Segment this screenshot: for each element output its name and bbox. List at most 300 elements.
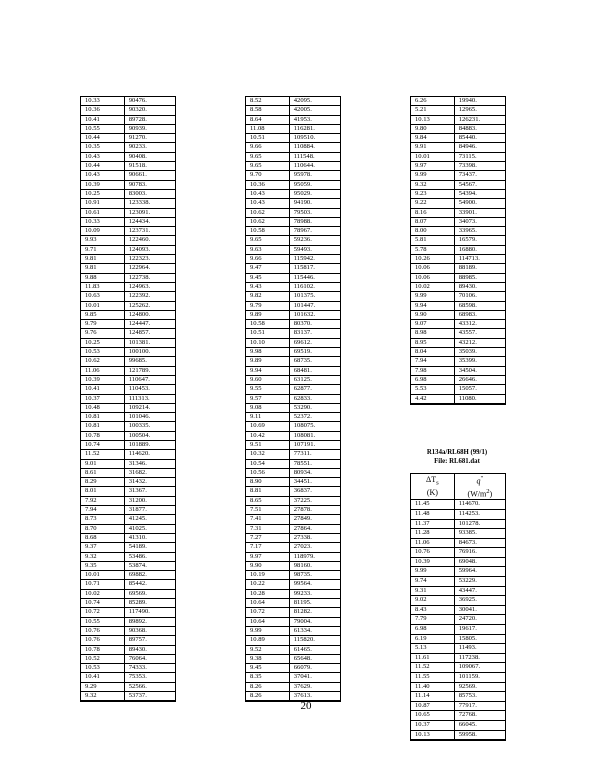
delta-t-cell: 4.42 (411, 394, 454, 403)
heat-flux-cell: 27849. (289, 515, 340, 524)
delta-t-cell: 10.43 (81, 152, 124, 161)
table-row (246, 487, 340, 496)
heat-flux-cell: 123731. (124, 227, 175, 236)
table-row (411, 538, 505, 548)
heat-flux-cell: 84946. (454, 143, 505, 152)
header-dt-symbol: ΔT (426, 474, 437, 484)
table-row (246, 301, 340, 310)
delta-t-cell: 10.64 (246, 599, 289, 608)
heat-flux-cell: 84673. (454, 538, 505, 548)
table-row (411, 586, 505, 596)
table-row (81, 236, 175, 245)
heat-flux-cell: 124447. (124, 320, 175, 329)
heat-flux-cell: 65648. (289, 654, 340, 663)
delta-t-cell: 8.07 (411, 217, 454, 226)
delta-t-cell: 9.99 (411, 567, 454, 577)
table-row (81, 124, 175, 133)
table-row (411, 730, 505, 740)
heat-flux-cell: 89757. (124, 636, 175, 645)
heat-flux-cell: 68598. (454, 301, 505, 310)
heat-flux-cell: 69519. (289, 348, 340, 357)
heat-flux-cell: 115817. (289, 264, 340, 273)
delta-t-cell: 9.22 (411, 199, 454, 208)
delta-t-cell: 10.37 (411, 720, 454, 730)
table-row (411, 375, 505, 384)
header-dt-subscript: s (436, 479, 439, 487)
table-row (246, 227, 340, 236)
delta-t-cell: 10.52 (81, 654, 124, 663)
table-row (246, 459, 340, 468)
heat-flux-cell: 72768. (454, 711, 505, 721)
delta-t-cell: 10.81 (81, 413, 124, 422)
heat-flux-cell: 124857. (124, 329, 175, 338)
delta-t-cell: 9.79 (81, 320, 124, 329)
delta-t-cell: 6.98 (411, 375, 454, 384)
heat-flux-cell: 73115. (454, 152, 505, 161)
table-row (246, 645, 340, 654)
delta-t-cell: 10.76 (81, 636, 124, 645)
table-row (411, 385, 505, 394)
table-row (246, 413, 340, 422)
header-q-unit-close: ) (489, 489, 493, 499)
heat-flux-cell: 26646. (454, 375, 505, 384)
delta-t-cell: 10.78 (81, 645, 124, 654)
table-row (246, 394, 340, 403)
heat-flux-cell: 85289. (124, 599, 175, 608)
delta-t-cell: 5.21 (411, 106, 454, 115)
table-body (81, 97, 175, 701)
table-row (411, 366, 505, 375)
table-row (411, 310, 505, 319)
table-row (246, 143, 340, 152)
table-row (411, 605, 505, 615)
heat-flux-cell: 30041. (454, 605, 505, 615)
delta-t-cell: 10.74 (81, 599, 124, 608)
delta-t-cell: 10.76 (411, 548, 454, 558)
delta-t-cell: 9.32 (411, 180, 454, 189)
heat-flux-cell: 53486. (124, 552, 175, 561)
delta-t-cell: 7.94 (411, 357, 454, 366)
table-row (246, 180, 340, 189)
delta-t-cell: 10.63 (81, 292, 124, 301)
table-row (81, 571, 175, 580)
heat-flux-cell: 101375. (289, 292, 340, 301)
heat-flux-cell: 88985. (454, 273, 505, 282)
delta-t-cell: 10.32 (246, 450, 289, 459)
delta-t-cell: 10.51 (246, 134, 289, 143)
table-row (411, 529, 505, 539)
heat-flux-cell: 54394. (454, 189, 505, 198)
heat-flux-cell: 68983. (454, 310, 505, 319)
heat-flux-cell: 93385. (454, 529, 505, 539)
delta-t-cell: 5.78 (411, 245, 454, 254)
heat-flux-cell: 41310. (124, 533, 175, 542)
heat-flux-cell: 85442. (124, 580, 175, 589)
heat-flux-cell: 84883. (454, 124, 505, 133)
table-row (411, 264, 505, 273)
heat-flux-cell: 31877. (124, 506, 175, 515)
heat-flux-cell: 81195. (289, 599, 340, 608)
heat-flux-cell: 107191. (289, 440, 340, 449)
table-row (246, 189, 340, 198)
table-row (81, 673, 175, 682)
delta-t-cell: 9.91 (411, 143, 454, 152)
heat-flux-cell: 108075. (289, 422, 340, 431)
delta-t-cell: 9.99 (411, 171, 454, 180)
table-row (81, 682, 175, 691)
delta-t-cell: 10.01 (81, 571, 124, 580)
table-row (411, 548, 505, 558)
delta-t-cell: 10.33 (81, 97, 124, 106)
heat-flux-cell: 59958. (454, 730, 505, 740)
heat-flux-cell: 101889. (124, 440, 175, 449)
delta-t-cell: 7.92 (81, 496, 124, 505)
table-row (411, 208, 505, 217)
heat-flux-cell: 27023. (289, 543, 340, 552)
heat-flux-cell: 109067. (454, 663, 505, 673)
delta-t-cell: 8.68 (81, 533, 124, 542)
delta-t-cell: 10.62 (246, 217, 289, 226)
heat-flux-cell: 31432. (124, 478, 175, 487)
heat-flux-cell: 62833. (289, 394, 340, 403)
table-row (81, 487, 175, 496)
table-row (411, 236, 505, 245)
table-row (81, 273, 175, 282)
heat-flux-cell: 99233. (289, 589, 340, 598)
heat-flux-cell: 75353. (124, 673, 175, 682)
delta-t-cell: 11.48 (411, 509, 454, 519)
delta-t-cell: 10.37 (81, 394, 124, 403)
table-row (411, 673, 505, 683)
table-row (411, 682, 505, 692)
delta-t-cell: 10.39 (81, 180, 124, 189)
heat-flux-cell: 80934. (289, 468, 340, 477)
table-row (411, 199, 505, 208)
table-row (81, 171, 175, 180)
table-row (246, 599, 340, 608)
heat-flux-cell: 73398. (454, 162, 505, 171)
heat-flux-cell: 37629. (289, 682, 340, 691)
heat-flux-cell: 31200. (124, 496, 175, 505)
heat-flux-cell: 89430. (124, 645, 175, 654)
delta-t-cell: 10.53 (81, 664, 124, 673)
delta-t-cell: 7.41 (246, 515, 289, 524)
delta-t-cell: 9.31 (411, 586, 454, 596)
delta-t-cell: 8.58 (246, 106, 289, 115)
delta-t-cell: 9.45 (246, 273, 289, 282)
delta-t-cell: 10.33 (81, 217, 124, 226)
table-row (411, 644, 505, 654)
table-row (246, 329, 340, 338)
heat-flux-cell: 116102. (289, 282, 340, 291)
table-row (246, 236, 340, 245)
table-row (81, 134, 175, 143)
delta-t-cell: 10.09 (81, 227, 124, 236)
heat-flux-cell: 43312. (454, 320, 505, 329)
table-row (81, 162, 175, 171)
table-row (81, 580, 175, 589)
table-row (81, 543, 175, 552)
table-row (246, 134, 340, 143)
table-row (411, 329, 505, 338)
delta-t-cell: 9.11 (246, 413, 289, 422)
heat-flux-cell: 33901. (454, 208, 505, 217)
table-row (246, 385, 340, 394)
delta-t-cell: 8.52 (246, 97, 289, 106)
heat-flux-cell: 52566. (124, 682, 175, 691)
table-row (411, 97, 505, 106)
heat-flux-cell: 80370. (289, 320, 340, 329)
table-row (81, 440, 175, 449)
heat-flux-cell: 11080. (454, 394, 505, 403)
table-row (246, 478, 340, 487)
delta-t-cell: 9.32 (81, 692, 124, 701)
heat-flux-cell: 41953. (289, 115, 340, 124)
delta-t-cell: 11.14 (411, 692, 454, 702)
delta-t-cell: 10.81 (81, 422, 124, 431)
table-row (411, 282, 505, 291)
table-row (81, 245, 175, 254)
table-row (411, 134, 505, 143)
delta-t-cell: 9.45 (246, 664, 289, 673)
table-row (246, 636, 340, 645)
heat-flux-cell: 101278. (454, 519, 505, 529)
heat-flux-cell: 114253. (454, 509, 505, 519)
delta-t-cell: 10.72 (81, 608, 124, 617)
heat-flux-cell: 16880. (454, 245, 505, 254)
heat-flux-cell: 124093. (124, 245, 175, 254)
delta-t-cell: 10.56 (246, 468, 289, 477)
heat-flux-cell: 83003. (124, 189, 175, 198)
table-row (81, 208, 175, 217)
heat-flux-cell: 122964. (124, 264, 175, 273)
delta-t-cell: 9.94 (411, 301, 454, 310)
delta-t-cell: 8.98 (411, 329, 454, 338)
heat-flux-cell: 16579. (454, 236, 505, 245)
table-row (246, 608, 340, 617)
table-row (81, 106, 175, 115)
delta-t-cell: 9.99 (411, 292, 454, 301)
delta-t-cell: 8.35 (246, 673, 289, 682)
delta-t-cell: 7.31 (246, 524, 289, 533)
heat-flux-cell: 110644. (289, 162, 340, 171)
delta-t-cell: 11.55 (411, 673, 454, 683)
table-row (246, 357, 340, 366)
delta-t-cell: 10.36 (246, 180, 289, 189)
delta-t-cell: 10.06 (411, 273, 454, 282)
delta-t-cell: 8.29 (81, 478, 124, 487)
heat-flux-cell: 90233. (124, 143, 175, 152)
delta-t-cell: 8.04 (411, 348, 454, 357)
heat-flux-cell: 108081. (289, 431, 340, 440)
delta-t-cell: 10.55 (81, 617, 124, 626)
heat-flux-cell: 90939. (124, 124, 175, 133)
delta-t-cell: 9.38 (246, 654, 289, 663)
data-table-column-2 (245, 96, 341, 702)
table-row (411, 106, 505, 115)
heat-flux-cell: 90661. (124, 171, 175, 180)
heat-flux-cell: 41245. (124, 515, 175, 524)
delta-t-cell: 9.74 (411, 577, 454, 587)
delta-t-cell: 10.76 (81, 626, 124, 635)
delta-t-cell: 10.10 (246, 338, 289, 347)
heat-flux-cell: 54567. (454, 180, 505, 189)
heat-flux-cell: 90320. (124, 106, 175, 115)
delta-t-cell: 9.82 (246, 292, 289, 301)
heat-flux-cell: 89430. (454, 282, 505, 291)
table-row (246, 124, 340, 133)
heat-flux-cell: 114713. (454, 255, 505, 264)
heat-flux-cell: 66079. (289, 664, 340, 673)
heat-flux-cell: 117490. (124, 608, 175, 617)
heat-flux-cell: 90408. (124, 152, 175, 161)
heat-flux-cell: 124800. (124, 310, 175, 319)
table-row (81, 199, 175, 208)
delta-t-cell: 11.28 (411, 529, 454, 539)
table-row (81, 561, 175, 570)
heat-flux-cell: 34451. (289, 478, 340, 487)
delta-t-cell: 10.25 (81, 338, 124, 347)
heat-flux-cell: 85753. (454, 692, 505, 702)
delta-t-cell: 9.94 (246, 366, 289, 375)
delta-t-cell: 9.08 (246, 403, 289, 412)
heat-flux-cell: 31682. (124, 468, 175, 477)
delta-t-cell: 9.65 (246, 236, 289, 245)
heat-flux-cell: 69048. (454, 557, 505, 567)
delta-t-cell: 9.81 (81, 255, 124, 264)
table-row (246, 320, 340, 329)
delta-t-cell: 10.02 (411, 282, 454, 291)
heat-flux-cell: 15805. (454, 634, 505, 644)
delta-t-cell: 10.51 (246, 329, 289, 338)
delta-t-cell: 9.55 (246, 385, 289, 394)
heat-flux-cell: 53874. (124, 561, 175, 570)
delta-t-cell: 5.13 (411, 644, 454, 654)
table-row (246, 431, 340, 440)
heat-flux-cell: 78967. (289, 227, 340, 236)
table-row (81, 292, 175, 301)
delta-t-cell: 11.52 (411, 663, 454, 673)
heat-flux-cell: 34073. (454, 217, 505, 226)
table-row (81, 468, 175, 477)
dataset-title: R134a/RL68H (99/1) (426, 449, 488, 456)
heat-flux-cell: 19617. (454, 625, 505, 635)
delta-t-cell: 11.37 (411, 519, 454, 529)
delta-t-cell: 10.62 (246, 208, 289, 217)
heat-flux-cell: 69569. (124, 589, 175, 598)
heat-flux-cell: 11493. (454, 644, 505, 654)
table-body (246, 97, 340, 701)
delta-t-cell: 10.22 (246, 580, 289, 589)
heat-flux-cell: 12965. (454, 106, 505, 115)
heat-flux-cell: 68735. (289, 357, 340, 366)
table-row (411, 217, 505, 226)
delta-t-cell: 9.88 (81, 273, 124, 282)
heat-flux-cell: 123338. (124, 199, 175, 208)
table-row (81, 403, 175, 412)
delta-t-cell: 10.89 (246, 636, 289, 645)
heat-flux-cell: 110884. (289, 143, 340, 152)
delta-t-cell: 10.41 (81, 673, 124, 682)
table-row (246, 264, 340, 273)
heat-flux-cell: 53737. (124, 692, 175, 701)
delta-t-cell: 8.16 (411, 208, 454, 217)
heat-flux-cell: 90368. (124, 626, 175, 635)
heat-flux-cell: 73437. (454, 171, 505, 180)
delta-t-cell: 9.97 (246, 552, 289, 561)
delta-t-cell: 10.43 (246, 189, 289, 198)
delta-t-cell: 8.26 (246, 682, 289, 691)
heat-flux-cell: 70106. (454, 292, 505, 301)
delta-t-cell: 7.27 (246, 533, 289, 542)
heat-flux-cell: 77311. (289, 450, 340, 459)
heat-flux-cell: 61465. (289, 645, 340, 654)
table-row (81, 422, 175, 431)
delta-t-cell: 10.44 (81, 134, 124, 143)
delta-t-cell: 7.17 (246, 543, 289, 552)
table-row (246, 273, 340, 282)
delta-t-cell: 9.02 (411, 596, 454, 606)
delta-t-cell: 9.43 (246, 282, 289, 291)
heat-flux-cell: 115820. (289, 636, 340, 645)
table-row (81, 506, 175, 515)
table-row (246, 310, 340, 319)
delta-t-cell: 10.71 (81, 580, 124, 589)
table-row (81, 348, 175, 357)
heat-flux-cell: 110453. (124, 385, 175, 394)
table-row (411, 301, 505, 310)
delta-t-cell: 10.35 (81, 143, 124, 152)
delta-t-cell: 9.70 (246, 171, 289, 180)
table-row (246, 533, 340, 542)
delta-t-cell: 9.66 (246, 143, 289, 152)
table-row (246, 496, 340, 505)
heat-flux-cell: 37041. (289, 673, 340, 682)
heat-flux-cell: 89728. (124, 115, 175, 124)
heat-flux-cell: 37225. (289, 496, 340, 505)
heat-flux-cell: 52372. (289, 413, 340, 422)
table-row (246, 506, 340, 515)
table-row (411, 338, 505, 347)
table-row (246, 515, 340, 524)
delta-t-cell: 10.13 (411, 730, 454, 740)
heat-flux-cell: 91518. (124, 162, 175, 171)
dataset-file: File: RL681.dat (434, 458, 480, 465)
heat-flux-cell: 36837. (289, 487, 340, 496)
header-q-unit: (W/m (467, 489, 487, 499)
delta-t-cell: 10.64 (246, 617, 289, 626)
table-row (246, 617, 340, 626)
delta-t-cell: 11.40 (411, 682, 454, 692)
delta-t-cell: 10.26 (411, 255, 454, 264)
heat-flux-cell: 98160. (289, 561, 340, 570)
table-row (81, 217, 175, 226)
table-row (411, 394, 505, 403)
table-row (246, 552, 340, 561)
table-row (411, 711, 505, 721)
heat-flux-cell: 41025. (124, 524, 175, 533)
delta-t-cell: 7.51 (246, 506, 289, 515)
table-row (246, 282, 340, 291)
heat-flux-cell: 35039. (454, 348, 505, 357)
delta-t-cell: 11.61 (411, 653, 454, 663)
table-row (81, 310, 175, 319)
heat-flux-cell: 79503. (289, 208, 340, 217)
heat-flux-cell: 100335. (124, 422, 175, 431)
delta-t-cell: 8.81 (246, 487, 289, 496)
table-row (411, 625, 505, 635)
table-row (81, 97, 175, 106)
